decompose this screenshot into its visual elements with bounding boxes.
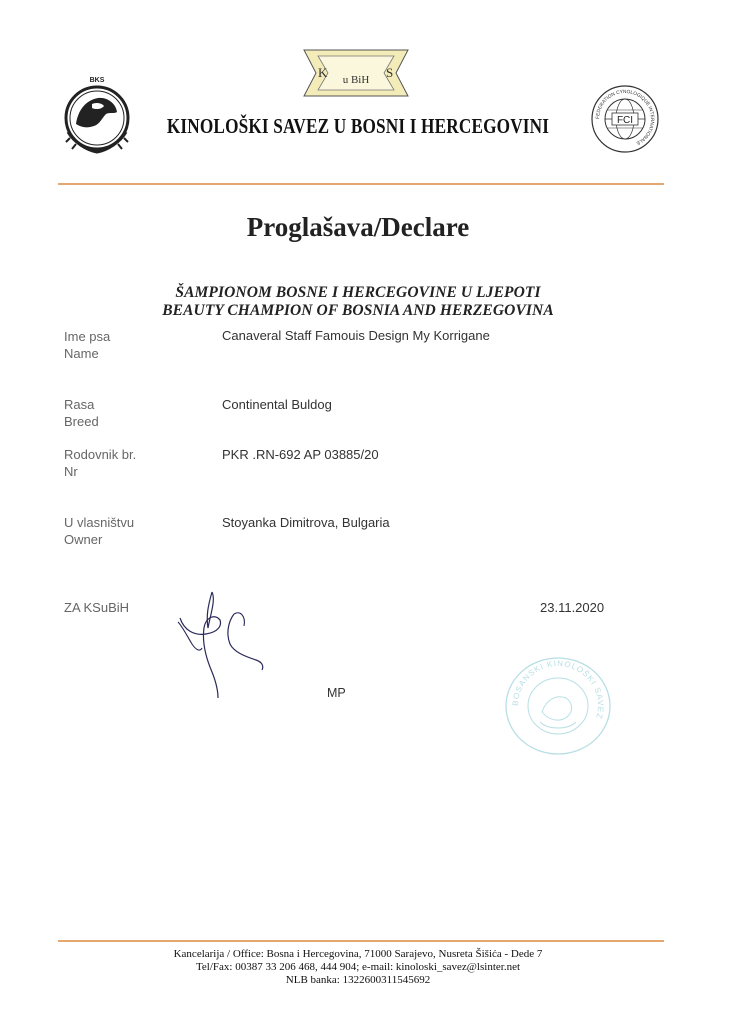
field-name-label-local: Ime psa (64, 329, 111, 344)
field-breed-label-en: Breed (64, 414, 99, 429)
footer-divider (58, 940, 664, 942)
footer-address: Kancelarija / Office: Bosna i Hercegovina, 71000 Sarajevo, Nusreta Šišića - Dede 7 (173, 948, 543, 960)
kubih-letter-k: K (318, 65, 328, 80)
field-breed-label-local: Rasa (64, 397, 95, 412)
handwritten-signature (172, 586, 282, 712)
field-name-value: Canaveral Staff Famouis Design My Korrigane (222, 328, 490, 343)
mp-seal-label: MP (327, 686, 346, 700)
field-pedigree-label-en: Nr (64, 464, 78, 479)
field-breed-label (64, 396, 99, 430)
bks-logo-text: BKS (89, 77, 105, 84)
official-stamp (500, 652, 616, 756)
header-divider (58, 183, 664, 185)
field-owner-label (64, 514, 134, 548)
title-local: ŠAMPIONOM BOSNE I HERCEGOVINE U LJEPOTI (175, 284, 541, 301)
field-name-label (64, 328, 110, 362)
footer-bank: NLB banka: 1322600311545692 (285, 974, 431, 986)
field-name-label-en: Name (64, 346, 99, 361)
kubih-letter-s: S (386, 65, 394, 80)
fci-ring-text: FEDERATION CYNOLOGIQUE INTERNATIONALE (595, 89, 655, 146)
signatory-label: ZA KSuBiH (64, 600, 130, 615)
kubih-letter-middle: u BiH (342, 74, 370, 86)
field-pedigree-label (64, 446, 136, 480)
field-owner-value: Stoyanka Dimitrova, Bulgaria (222, 515, 390, 530)
footer-contact: Tel/Fax: 00387 33 206 468, 444 904; e-mail: kinoloski_savez@lsinter.net (195, 961, 521, 973)
organization-name: KINOLOŠKI SAVEZ U BOSNI I HERCEGOVINI (166, 114, 550, 138)
field-pedigree-value: PKR .RN-692 AP 03885/20 (222, 447, 379, 462)
kubih-logo (296, 46, 416, 100)
fci-logo-text: FCI (616, 115, 634, 126)
field-breed-value: Continental Buldog (222, 397, 332, 412)
title-english: BEAUTY CHAMPION OF BOSNIA AND HERZEGOVINA (162, 302, 554, 319)
field-pedigree-label-local: Rodovnik br. (64, 447, 137, 462)
issue-date: 23.11.2020 (540, 600, 605, 615)
field-owner-label-local: U vlasništvu (64, 515, 135, 530)
document-heading: Proglašava/Declare (246, 212, 470, 242)
field-owner-label-en: Owner (64, 532, 103, 547)
stamp-ring-text: BOSANSKI KINOLOŠKI SAVEZ (510, 658, 606, 721)
